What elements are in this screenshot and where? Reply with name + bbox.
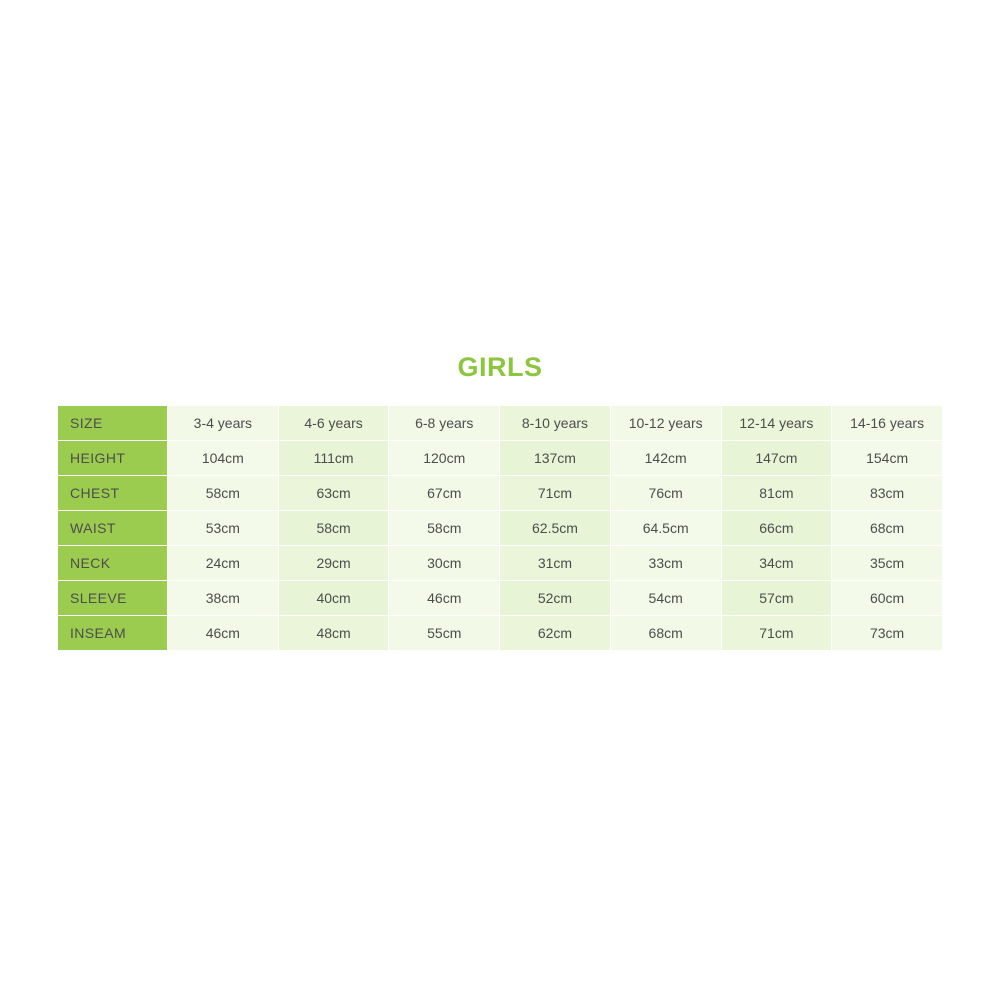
size-chart-table — [57, 405, 943, 651]
cell-sleeve-4-6: 40cm — [278, 581, 389, 616]
cell-inseam-10-12: 68cm — [610, 616, 721, 651]
cell-height-10-12: 142cm — [610, 441, 721, 476]
cell-sleeve-14-16: 60cm — [832, 581, 943, 616]
column-header-size: SIZE — [58, 406, 168, 441]
table-row — [58, 581, 943, 616]
cell-neck-4-6: 29cm — [278, 546, 389, 581]
cell-neck-14-16: 35cm — [832, 546, 943, 581]
cell-inseam-8-10: 62cm — [500, 616, 611, 651]
cell-chest-12-14: 81cm — [721, 476, 832, 511]
cell-sleeve-10-12: 54cm — [610, 581, 721, 616]
cell-waist-3-4: 53cm — [168, 511, 279, 546]
column-header-4-6-years: 4-6 years — [278, 406, 389, 441]
column-header-10-12-years: 10-12 years — [610, 406, 721, 441]
cell-sleeve-12-14: 57cm — [721, 581, 832, 616]
cell-height-6-8: 120cm — [389, 441, 500, 476]
cell-sleeve-6-8: 46cm — [389, 581, 500, 616]
cell-waist-10-12: 64.5cm — [610, 511, 721, 546]
cell-chest-4-6: 63cm — [278, 476, 389, 511]
cell-neck-8-10: 31cm — [500, 546, 611, 581]
row-label-inseam: INSEAM — [58, 616, 168, 651]
cell-height-8-10: 137cm — [500, 441, 611, 476]
cell-waist-4-6: 58cm — [278, 511, 389, 546]
cell-inseam-3-4: 46cm — [168, 616, 279, 651]
cell-height-12-14: 147cm — [721, 441, 832, 476]
row-label-neck: NECK — [58, 546, 168, 581]
table-row — [58, 476, 943, 511]
table-header-row — [58, 406, 943, 441]
size-chart — [57, 352, 943, 651]
cell-chest-3-4: 58cm — [168, 476, 279, 511]
cell-chest-8-10: 71cm — [500, 476, 611, 511]
column-header-3-4-years: 3-4 years — [168, 406, 279, 441]
table-row — [58, 616, 943, 651]
cell-neck-3-4: 24cm — [168, 546, 279, 581]
page-title: GIRLS — [457, 352, 543, 382]
cell-sleeve-8-10: 52cm — [500, 581, 611, 616]
row-label-chest: CHEST — [58, 476, 168, 511]
table-row — [58, 441, 943, 476]
column-header-8-10-years: 8-10 years — [500, 406, 611, 441]
row-label-height: HEIGHT — [58, 441, 168, 476]
cell-chest-10-12: 76cm — [610, 476, 721, 511]
cell-inseam-14-16: 73cm — [832, 616, 943, 651]
cell-inseam-12-14: 71cm — [721, 616, 832, 651]
cell-waist-12-14: 66cm — [721, 511, 832, 546]
cell-height-4-6: 111cm — [278, 441, 389, 476]
column-header-12-14-years: 12-14 years — [721, 406, 832, 441]
cell-height-14-16: 154cm — [832, 441, 943, 476]
table-row — [58, 511, 943, 546]
row-label-waist: WAIST — [58, 511, 168, 546]
column-header-6-8-years: 6-8 years — [389, 406, 500, 441]
column-header-14-16-years: 14-16 years — [832, 406, 943, 441]
cell-height-3-4: 104cm — [168, 441, 279, 476]
cell-sleeve-3-4: 38cm — [168, 581, 279, 616]
table-row — [58, 546, 943, 581]
cell-waist-8-10: 62.5cm — [500, 511, 611, 546]
row-label-sleeve: SLEEVE — [58, 581, 168, 616]
cell-inseam-6-8: 55cm — [389, 616, 500, 651]
cell-neck-6-8: 30cm — [389, 546, 500, 581]
cell-neck-10-12: 33cm — [610, 546, 721, 581]
cell-waist-6-8: 58cm — [389, 511, 500, 546]
cell-chest-6-8: 67cm — [389, 476, 500, 511]
cell-neck-12-14: 34cm — [721, 546, 832, 581]
cell-chest-14-16: 83cm — [832, 476, 943, 511]
cell-waist-14-16: 68cm — [832, 511, 943, 546]
cell-inseam-4-6: 48cm — [278, 616, 389, 651]
